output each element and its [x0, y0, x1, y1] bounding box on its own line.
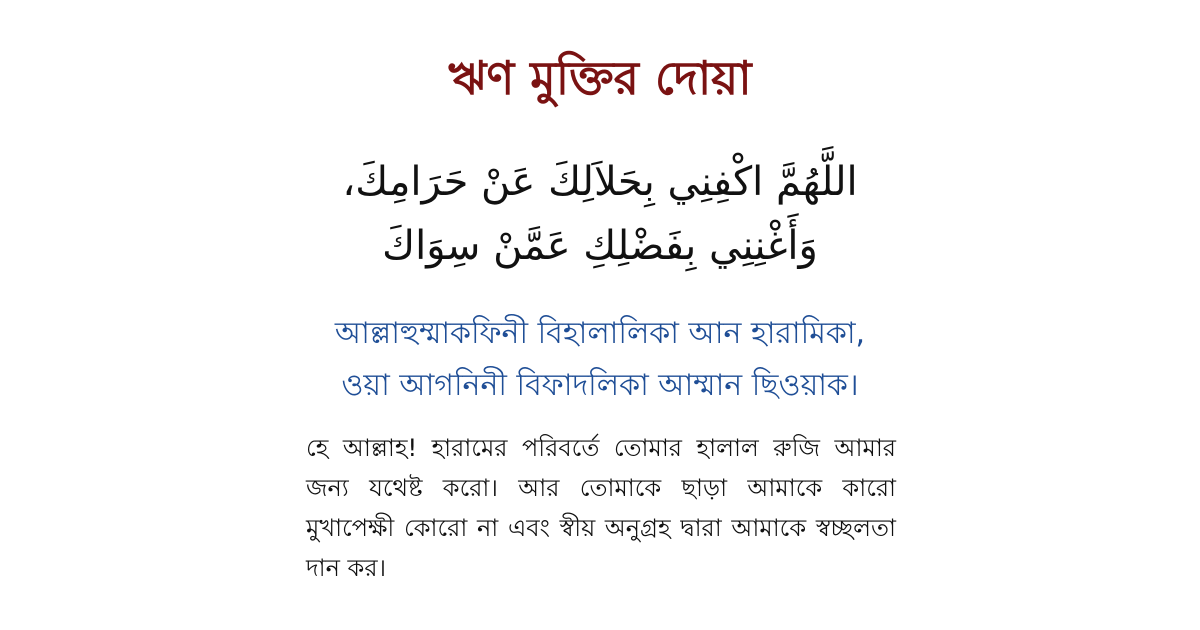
- page-title: ঋণ মুক্তির দোয়া: [448, 51, 752, 105]
- meaning-paragraph: হে আল্লাহ! হারামের পরিবর্তে তোমার হালাল রুজি আমার জন্য যথেষ্ট করো। আর তোমাকে ছাড়া আমাকে কারো মুখাপেক্ষী কোরো না এবং স্বীয় অনুগ্রহ দ্বারা আমাকে স্বচ্ছলতা দান কর।: [306, 434, 896, 582]
- arabic-line-1: اللَّهُمَّ اكْفِنِي بِحَلاَلِكَ عَنْ حَرَامِكَ،: [342, 159, 858, 205]
- transliteration-text: [0, 308, 1200, 412]
- arabic-dua-text: [0, 150, 1200, 278]
- transliteration-line-1: আল্লাহুম্মাকফিনী বিহালালিকা আন হারামিকা,: [334, 316, 866, 351]
- transliteration-line-2: ওয়া আগনিনী বিফাদলিকা আম্মান ছিওয়াক।: [341, 368, 859, 403]
- arabic-line-2: وَأَغْنِنِي بِفَضْلِكِ عَمَّنْ سِوَاكَ: [382, 223, 818, 269]
